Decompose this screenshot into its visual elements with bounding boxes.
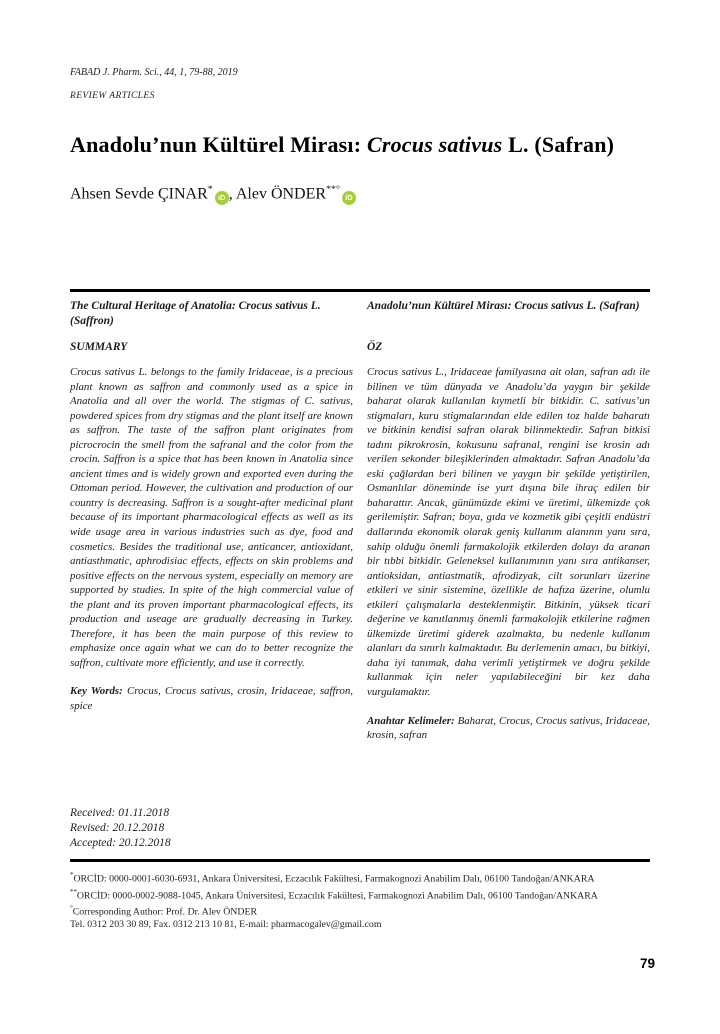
orcid-footnotes (70, 869, 598, 903)
keywords-en-label: Key Words: (70, 685, 123, 698)
author-1-name: Ahsen Sevde ÇINAR (70, 185, 208, 203)
corresponding-author-block (70, 903, 381, 931)
keywords-en (70, 684, 353, 713)
abstract-en-heading: The Cultural Heritage of Anatolia: Crocus sativus L. (Saffron) (70, 300, 321, 328)
keywords-tr-label: Anahtar Kelimeler: (367, 714, 455, 727)
revised-date: Revised: 20.12.2018 (70, 822, 165, 834)
author-2-affiliation-mark: **° (326, 184, 340, 195)
manuscript-dates (70, 806, 171, 851)
keywords-en-list: Crocus, Crocus sativus, crosin, Iridaceae, saffron, spice (70, 685, 353, 713)
article-type-label: REVIEW ARTICLES (70, 91, 155, 101)
received-date: Received: 01.11.2018 (70, 807, 170, 819)
footnote-rule (70, 859, 650, 862)
abstract-tr-heading: Anadolu’nun Kültürel Mirası: Crocus sativus L. (Safran) (367, 300, 640, 312)
footnote-2-marker: ** (70, 888, 77, 896)
orcid-icon: iD (215, 191, 229, 205)
abstract-tr-body: Crocus sativus L., Iridaceae familyasına ait olan, safran adı ile bilinen ve tüm dünyada ve Anadolu’da yaygın bir şekilde baharat olarak kullanılan kıymetli bir bitkidir. C. sativus’un stigmaları, kuru stigmalarından elde edilen toz halde baharatı ve bitkinin kendisi safran olarak bilinmektedir. Safran bitkisi tadını pikrokrosin, kokusunu safranal, rengini ise krosin adı verilen sekonder bileşiklerinden almaktadır. Safran Anadolu’da eski çağlardan beri bilinen ve yaygın bir şekilde yetiştirilen, Osmanlılar döneminde ise yurt dışına bile ihraç edilen bir baharattır. Ancak, günümüzde ekimi ve üretimi, ülkemizde çok gerilemiştir. Safran; boya, gıda ve kozmetik gibi çeşitli endüstri dallarında ekonomik olarak geniş kullanım alanının yanı sıra, sahip olduğu önemli farmakolojik etkilerden dolayı da aranan bir tıbbi bitkidir. Geleneksel kullanımının yanı sıra antikanser, antioksidan, antiastmatik, afrodizyak, cilt sorunları üzerine etkileri ve sinir sistemine, özellikle de hafıza üzerine, olumlu etkileri çalışmalarla desteklenmiştir. Bitkinin, yüksek ticari değerine ve kanıtlanmış önemli farmakolojik etkilerine rağmen ülkemizde üretimi giderek azalmakta, bu nedenle kullanım alanları da sınırlı kalmaktadır. Bu derlemenin amacı, bu bitkiyi, daha iyi tanımak, daha verimli yetiştirmek ve doğru şekilde kullanmak için neler yapılabileceğini bir kez daha vurgulamaktır. (367, 366, 650, 699)
abstract-turkish-column (367, 299, 650, 743)
footnote-2-text: ORCİD: 0000-0002-9088-1045, Ankara Üniversitesi, Eczacılık Fakültesi, Farmakognozi Anabilim Dalı, 06100 Tandoğan/ANKARA (76, 890, 598, 902)
article-title-species: Crocus sativus (366, 131, 503, 157)
footnote-1-marker: * (70, 872, 74, 879)
corresponding-author-name: Corresponding Author: Prof. Dr. Alev ÖNDER (72, 906, 257, 918)
corresponding-marker: ° (70, 905, 73, 912)
journal-citation-line: FABAD J. Pharm. Sci., 44, 1, 79-88, 2019 (70, 67, 238, 78)
author-line (70, 184, 356, 205)
abstract-top-rule (70, 289, 650, 292)
orcid-footnote-2 (70, 886, 598, 903)
article-title-prefix: Anadolu’nun Kültürel Mirası: (70, 131, 367, 157)
author-separator: , (228, 185, 236, 203)
oz-label: ÖZ (367, 341, 383, 353)
orcid-icon: iD (342, 191, 356, 205)
corresponding-author-line (70, 903, 381, 919)
author-1-affiliation-mark: * (207, 184, 213, 195)
accepted-date: Accepted: 20.12.2018 (70, 837, 171, 849)
page-number: 79 (640, 956, 656, 971)
article-title-suffix: L. (Safran) (502, 131, 615, 157)
abstract-en-body: Crocus sativus L. belongs to the family Iridaceae, is a precious plant known as saffron and commonly used as a spice in Anatolia and all over the world. The stigmas of C. sativus, powdered spices from dry stigmas and the plant itself are known as saffron. The taste of the saffron plant originates from picrocrocin the smell from the safranal and the color from the crocin. Saffron is a spice that has been known in Anatolia since ancient times and is widely grown and exported even during the Ottoman period. However, the cultivation and production of our country is decreasing. Saffron is a sought-after medicinal plant because of its important pharmacological effects as well as its wide usage area in various industries such as dye, food and cosmetics. Besides the traditional use, anticancer, antioxidant, antiasthmatic, aphrodisiac effects, effects on skin problems and positive effects on the nervous system, especially on memory are supported by studies. In spite of the high commercial value of the plant and its proven important pharmacological effects, its production and useage are gradually decreasing in Turkey. Therefore, it has been the main purpose of this review to emphasize once again what we can do to better recognize the saffron, cultivate more efficiently, and use it correctly. (70, 366, 353, 669)
article-title (70, 132, 614, 158)
abstract-columns (70, 299, 650, 743)
keywords-tr-list: Baharat, Crocus, Crocus sativus, Iridaceae, krosin, safran (367, 714, 651, 742)
author-2-name: Alev ÖNDER (235, 185, 327, 203)
abstract-english-column (70, 299, 353, 743)
orcid-footnote-1 (70, 869, 598, 886)
footnote-1-text: ORCİD: 0000-0001-6030-6931, Ankara Üniversitesi, Eczacılık Fakültesi, Farmakognozi Anabilim Dalı, 06100 Tandoğan/ANKARA (73, 873, 595, 885)
corresponding-contact-line: Tel. 0312 203 30 89, Fax. 0312 213 10 81, E-mail: pharmacogalev@gmail.com (70, 918, 382, 930)
summary-label: SUMMARY (70, 341, 128, 353)
keywords-tr (367, 714, 650, 743)
